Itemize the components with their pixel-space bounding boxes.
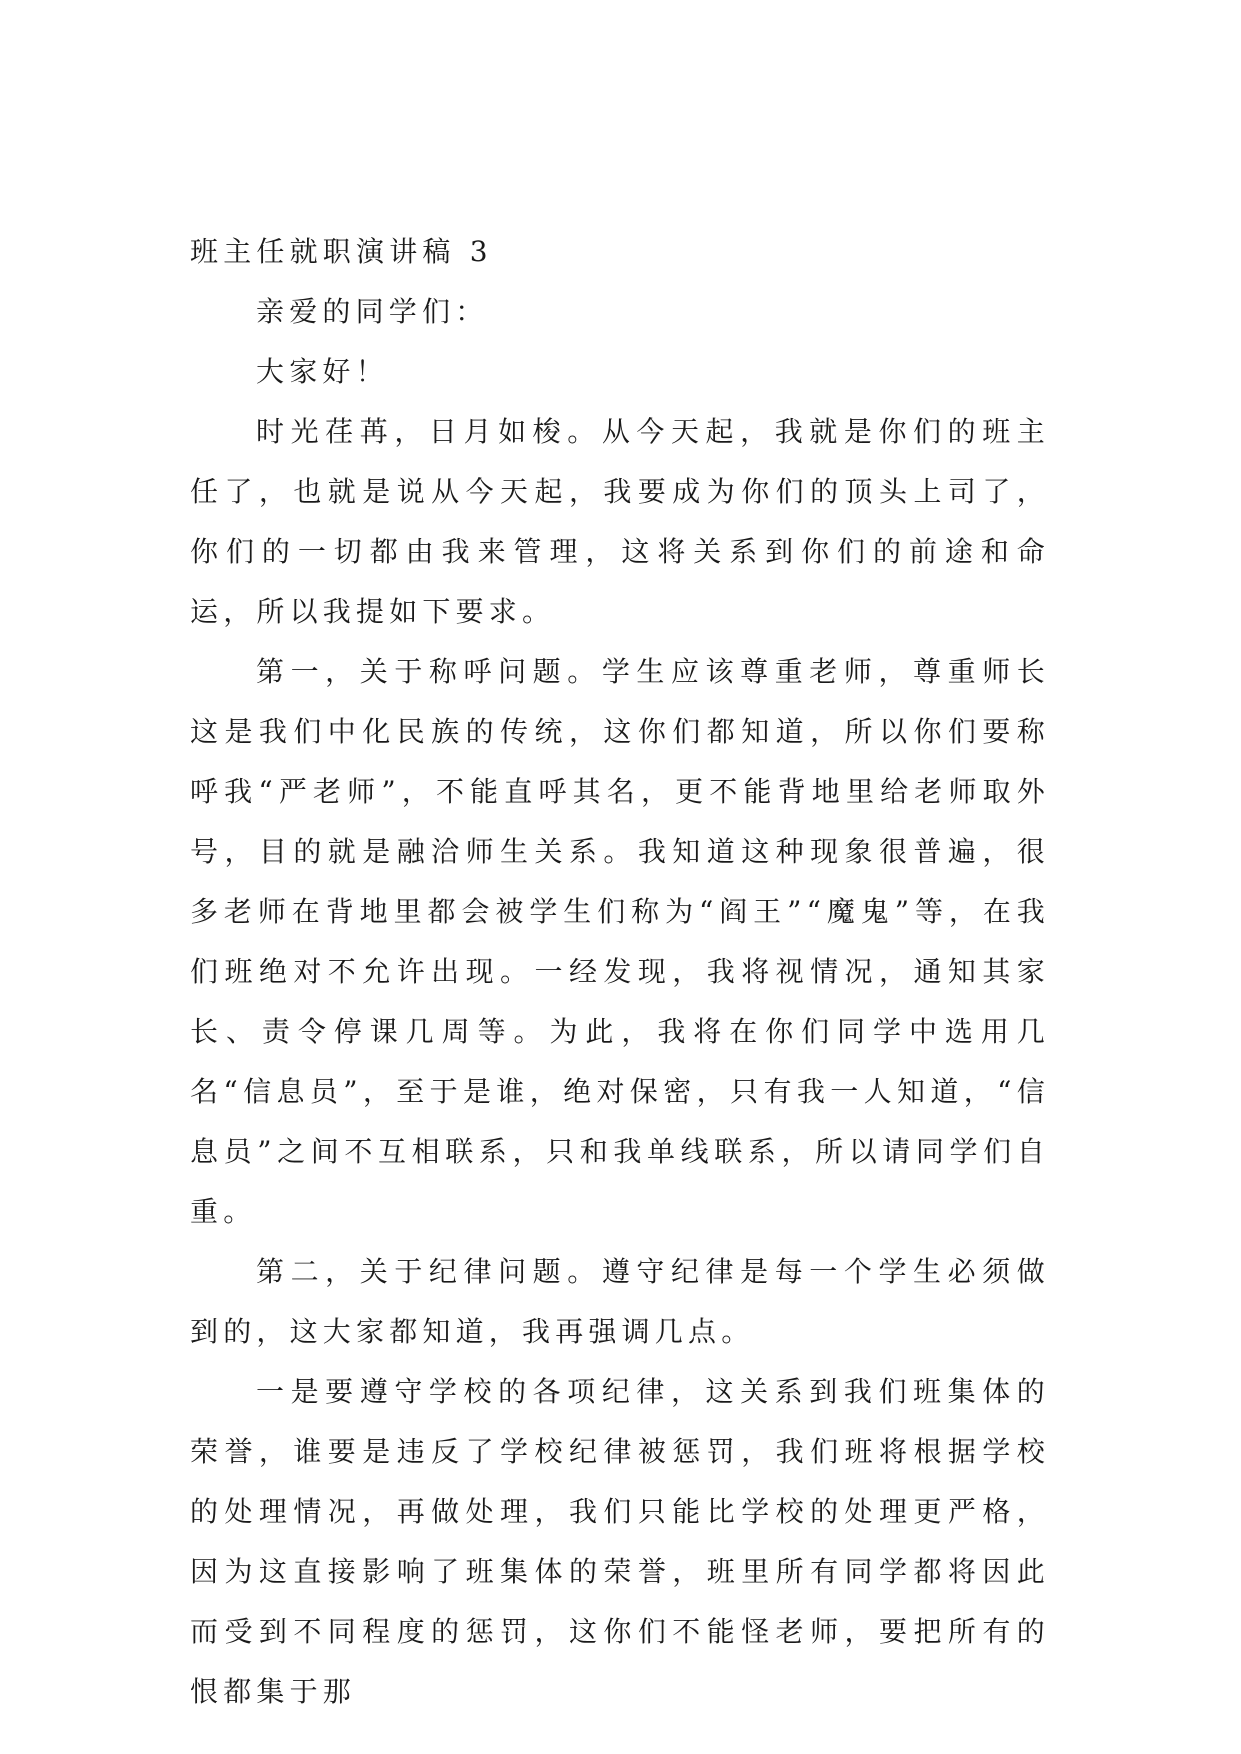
paragraph-discipline-one: 一是要遵守学校的各项纪律，这关系到我们班集体的荣誉，谁要是违反了学校纪律被惩罚，我们班将根据学校的处理情况，再做处理，我们只能比学校的处理更严格，因为这直接影响了班集体的荣誉，班里所有同学都将因此而受到不同程度的惩罚，这你们不能怪老师，要把所有的恨都集于那	[190, 1375, 1050, 1708]
paragraph-second-point: 第二，关于纪律问题。遵守纪律是每一个学生必须做到的，这大家都知道，我再强调几点。	[190, 1255, 1050, 1348]
paragraph-greeting: 亲爱的同学们：	[256, 295, 489, 328]
document-title: 班主任就职演讲稿 3	[190, 235, 493, 268]
paragraph-first-point: 第一，关于称呼问题。学生应该尊重老师，尊重师长这是我们中化民族的传统，这你们都知道，所以你们要称呼我“严老师”，不能直呼其名，更不能背地里给老师取外号，目的就是融洽师生关系。我知道这种现象很普遍，很多老师在背地里都会被学生们称为“阎王”“魔鬼”等，在我们班绝对不允许出现。一经发现，我将视情况，通知其家长、责令停课几周等。为此，我将在你们同学中选用几名“信息员”，至于是谁，绝对保密，只有我一人知道，“信息员”之间不互相联系，只和我单线联系，所以请同学们自重。	[190, 655, 1050, 1228]
paragraph-hello: 大家好！	[256, 355, 389, 388]
paragraph-intro: 时光荏苒，日月如梭。从今天起，我就是你们的班主任了，也就是说从今天起，我要成为你们的顶头上司了，你们的一切都由我来管理，这将关系到你们的前途和命运，所以我提如下要求。	[190, 415, 1050, 628]
document-body	[190, 222, 1050, 1722]
